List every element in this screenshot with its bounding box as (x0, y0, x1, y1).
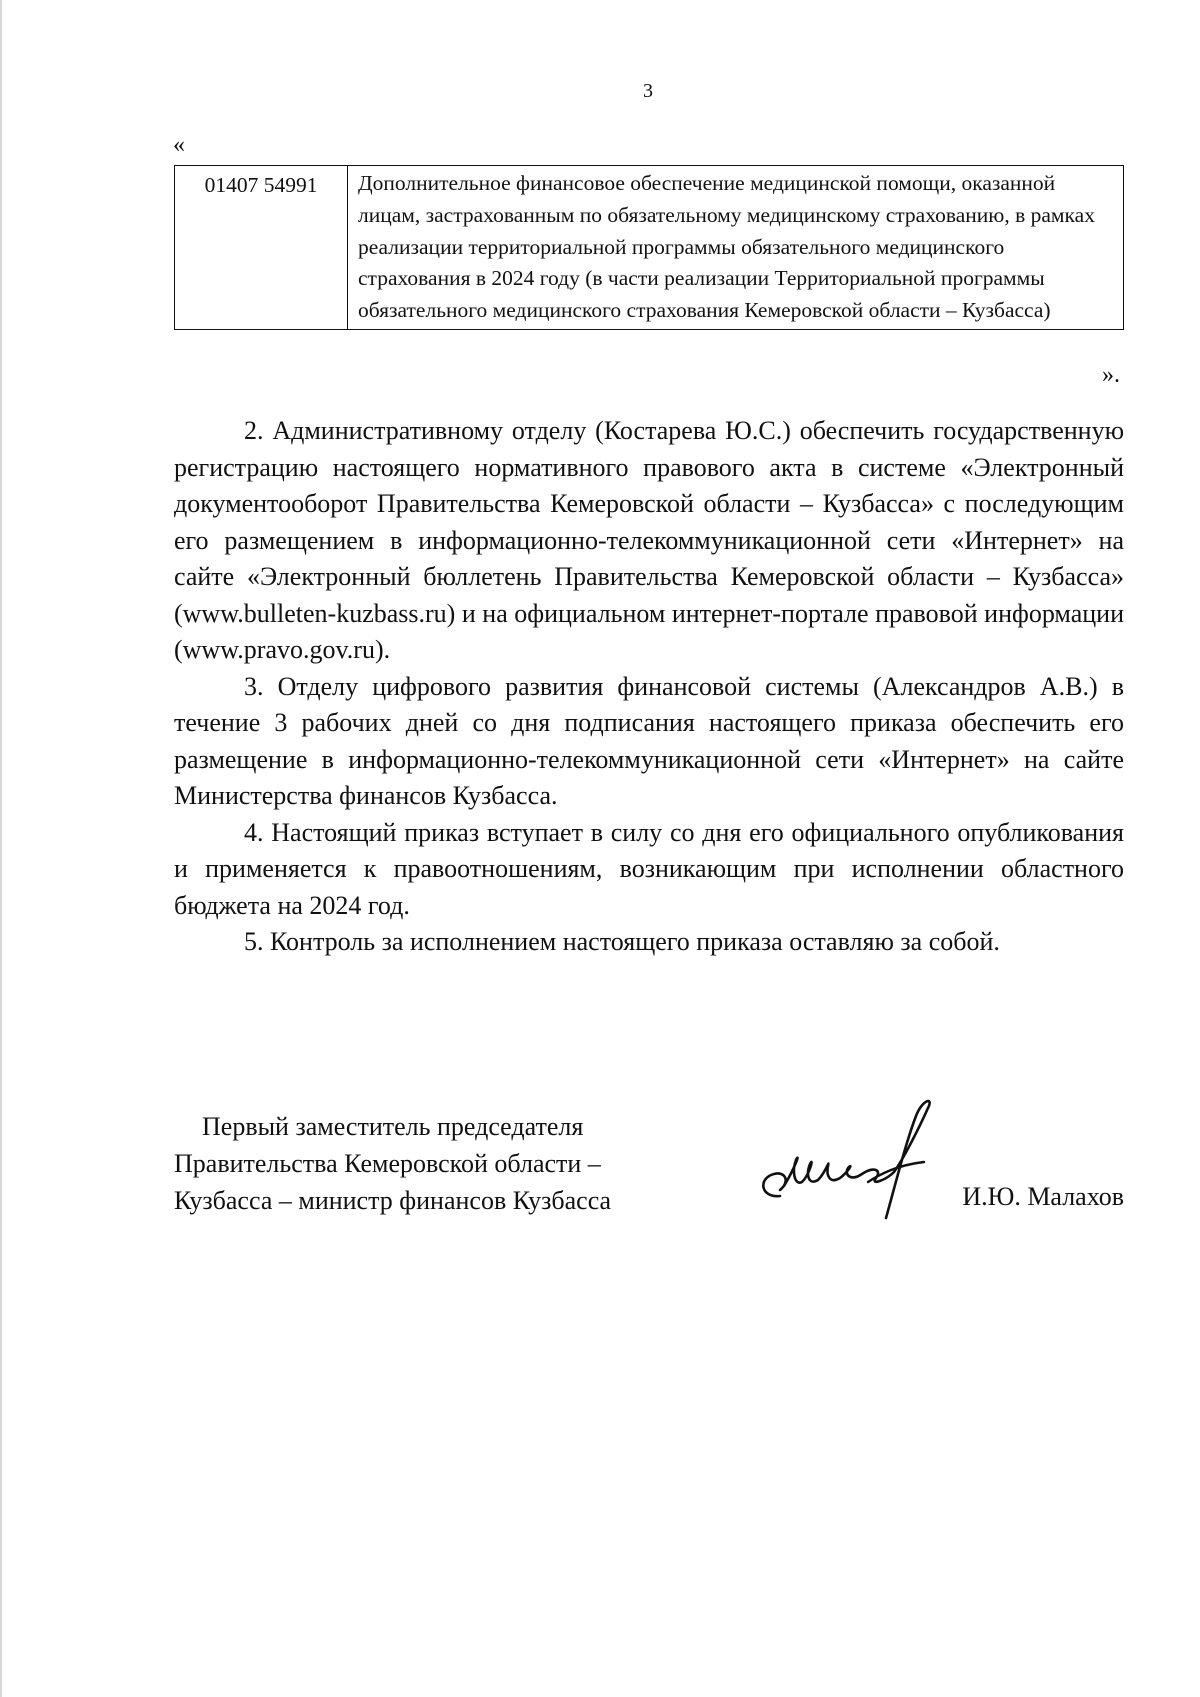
budget-description-cell: Дополнительное финансовое обеспечение медицинской помощи, оказанной лицам, застрахованным по обязательному медицинскому страхованию, в рамках реализации территориальной программы обязательного медицинского страхования в 2024 году (в части реализации Территориальной программы обязательного медицинского страхования Кемеровской области – Кузбасса) (348, 166, 1124, 330)
page-number: 3 (643, 80, 653, 102)
signatory-title-line: Кузбасса – министр финансов Кузбасса (174, 1186, 612, 1215)
opening-quote: « (173, 132, 185, 158)
paragraph-item-2: 2. Административному отделу (Костарева Ю.С.) обеспечить государственную регистрацию настоящего нормативного правового акта в системе «Электронный документооборот Правительства Кемеровской области – Кузбасса» с последующим его размещением в информационно-телекоммуникационной сети «Интернет» на сайте «Электронный бюллетень Правительства Кемеровской области – Кузбасса» (www.bulleten-kuzbass.ru) и на официальном интернет-портале правовой информации (www.pravo.gov.ru). (174, 416, 1124, 664)
table-row (175, 166, 1124, 330)
paragraph-item-3: 3. Отделу цифрового развития финансовой системы (Александров А.В.) в течение 3 рабочих дней со дня подписания настоящего приказа обеспечить его размещение в информационно-телекоммуникационной сети «Интернет» на сайте Министерства финансов Кузбасса. (174, 671, 1124, 810)
order-body (174, 413, 1124, 961)
handwritten-signature-icon (750, 1086, 950, 1226)
signature-block (174, 1108, 1124, 1248)
closing-quote: ». (1102, 362, 1120, 388)
scan-edge (0, 0, 2, 1697)
budget-code-cell: 01407 54991 (175, 166, 348, 330)
paragraph-item-5: 5. Контроль за исполнением настоящего приказа оставляю за собой. (244, 927, 1000, 956)
signatory-title-line: Первый заместитель председателя (202, 1112, 584, 1141)
budget-code-table (174, 165, 1124, 330)
signatory-name: И.Ю. Малахов (962, 1182, 1124, 1211)
signatory-title-line: Правительства Кемеровской области – (174, 1149, 601, 1178)
paragraph-item-4: 4. Настоящий приказ вступает в силу со дня его официального опубликования и применяется к правоотношениям, возникающим при исполнении областного бюджета на 2024 год. (174, 817, 1124, 920)
signatory-title (174, 1108, 611, 1219)
